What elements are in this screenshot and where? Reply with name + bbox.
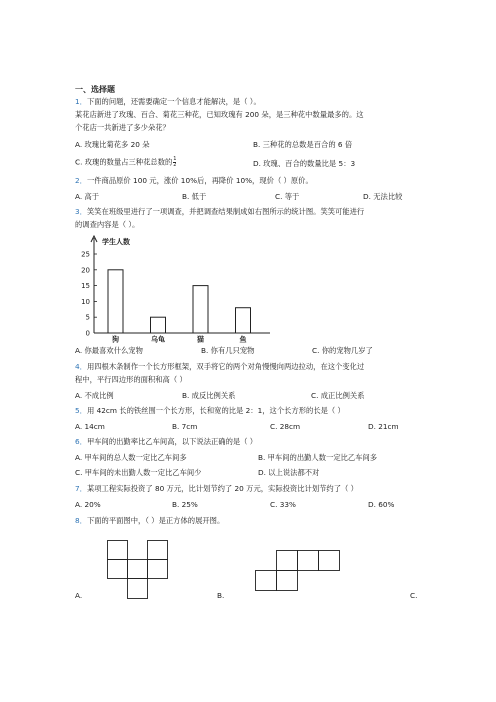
question-6-option-b: B. 甲车间的出勤人数一定比乙车间多	[258, 453, 378, 462]
question-8-line	[75, 516, 224, 526]
pet-survey-bar-chart	[74, 232, 274, 344]
question-1-option-b: B. 三种花的总数是百合的 6 倍	[253, 140, 353, 149]
question-6-number: 6．	[75, 437, 87, 446]
question-7-option-a: A. 20%	[75, 500, 101, 509]
question-4-option-c: C. 成正比例关系	[311, 391, 365, 400]
y-tick-label: 20	[81, 266, 90, 275]
bar	[151, 317, 166, 333]
question-2-option-a: A. 高于	[75, 192, 100, 201]
question-6-stem: 甲车间的出勤率比乙车间高，以下说法正确的是（ ）	[86, 437, 258, 446]
question-4-number: 4．	[75, 362, 87, 371]
question-5-option-c: C. 28cm	[270, 422, 301, 431]
question-1-line-1	[75, 97, 261, 107]
question-2-line	[75, 176, 313, 186]
question-3-option-b: B. 你有几只宠物	[201, 346, 255, 355]
bar	[236, 308, 251, 333]
fraction-denominator: 2	[173, 162, 177, 168]
cube-net-a	[107, 540, 169, 600]
question-5-stem: 用 42cm 长的铁丝围一个长方形，长和宽的比是 2：1，这个长方形的长是（ ）	[86, 406, 345, 415]
question-7-line	[75, 484, 358, 494]
question-8-stem: 下面的平面图中，（ ）是正方体的展开图。	[86, 516, 225, 525]
question-8-option-c: C.	[410, 591, 418, 600]
y-tick-label: 5	[85, 313, 90, 322]
bar	[108, 270, 123, 333]
question-1-option-c-text: C. 玫瑰的数量占三种花总数的	[75, 157, 173, 167]
x-tick-label: 猫	[197, 335, 204, 344]
question-7-option-c: C. 33%	[270, 500, 296, 509]
y-tick-label: 10	[81, 297, 90, 306]
y-tick-label: 25	[81, 250, 90, 259]
question-5-option-b: B. 7cm	[172, 422, 198, 431]
question-3-number: 3．	[75, 207, 87, 216]
question-6-option-c: C. 甲车间的未出勤人数一定比乙车间少	[75, 468, 202, 477]
section-title: 一、选择题	[75, 85, 115, 94]
question-3-line-1	[75, 207, 364, 217]
question-1-stem-1: 下面的问题，还需要确定一个信息才能解决，是（ ）。	[86, 97, 261, 106]
question-2-option-c: C. 等于	[275, 192, 300, 201]
question-3-option-a: A. 你最喜欢什么宠物	[75, 346, 143, 355]
y-axis-label: 学生人数	[102, 238, 130, 246]
question-2-option-b: B. 低于	[182, 192, 207, 201]
y-tick-label: 15	[81, 282, 90, 291]
question-6-option-d: D. 以上说法都不对	[258, 468, 320, 477]
question-4-option-a: A. 不成比例	[75, 391, 114, 400]
question-2-option-d: D. 无法比较	[363, 192, 403, 201]
question-5-line	[75, 406, 345, 416]
question-3-stem-2: 的调查内容是（ ）。	[75, 220, 140, 229]
x-tick-label: 乌龟	[151, 335, 165, 344]
question-1-option-d: D. 玫瑰、百合的数量比是 5：3	[253, 159, 356, 168]
question-7-option-d: D. 60%	[368, 500, 395, 509]
question-5-number: 5．	[75, 406, 87, 415]
cube-net-b	[255, 550, 341, 592]
question-6-option-a: A. 甲车间的总人数一定比乙车间多	[75, 453, 187, 462]
one-half-fraction	[173, 157, 176, 168]
y-tick-label: 0	[85, 329, 90, 338]
question-1-option-a: A. 玫瑰比菊花多 20 朵	[75, 140, 150, 149]
question-6-line	[75, 437, 257, 447]
question-8-option-b: B.	[217, 591, 225, 600]
fraction-numerator: 1	[173, 156, 177, 162]
question-4-option-b: B. 成反比例关系	[182, 391, 236, 400]
question-3-option-c: C. 你的宠物几岁了	[312, 346, 373, 355]
x-tick-label: 狗	[112, 335, 119, 344]
question-4-stem-2: 程中，平行四边形的面积和高（ ）	[75, 375, 187, 384]
question-8-option-a: A.	[75, 591, 83, 600]
question-7-stem: 某项工程实际投资了 80 万元，比计划节约了 20 万元，实际投资比计划节约了（ ）	[86, 484, 358, 493]
question-1-option-c	[75, 157, 176, 168]
question-1-stem-3: 个花店一共新进了多少朵花？	[75, 123, 170, 132]
question-7-number: 7．	[75, 484, 87, 493]
question-4-line-1	[75, 362, 364, 372]
question-5-option-a: A. 14cm	[75, 422, 105, 431]
question-8-number: 8．	[75, 516, 87, 525]
question-7-option-b: B. 25%	[172, 500, 198, 509]
question-5-option-d: D. 21cm	[368, 422, 399, 431]
bar	[193, 286, 208, 333]
question-3-stem-1: 笑笑在班级里进行了一项调查，并把调查结果制成如右图所示的统计图。笑笑可能进行	[86, 207, 365, 216]
x-tick-label: 鱼	[239, 335, 247, 344]
question-2-stem: 一件商品原价 100 元，涨价 10%后，再降价 10%，现价（ ）原价。	[86, 176, 313, 185]
question-2-number: 2．	[75, 176, 87, 185]
question-4-stem-1: 用四根木条制作一个长方形框架，双手将它的两个对角慢慢向两边拉动，在这个变化过	[86, 362, 365, 371]
question-1-stem-2: 某花店新进了玫瑰、百合、菊花三种花，已知玫瑰有 200 朵，是三种花中数量最多的。这	[75, 110, 364, 119]
question-1-number: 1．	[75, 97, 87, 106]
